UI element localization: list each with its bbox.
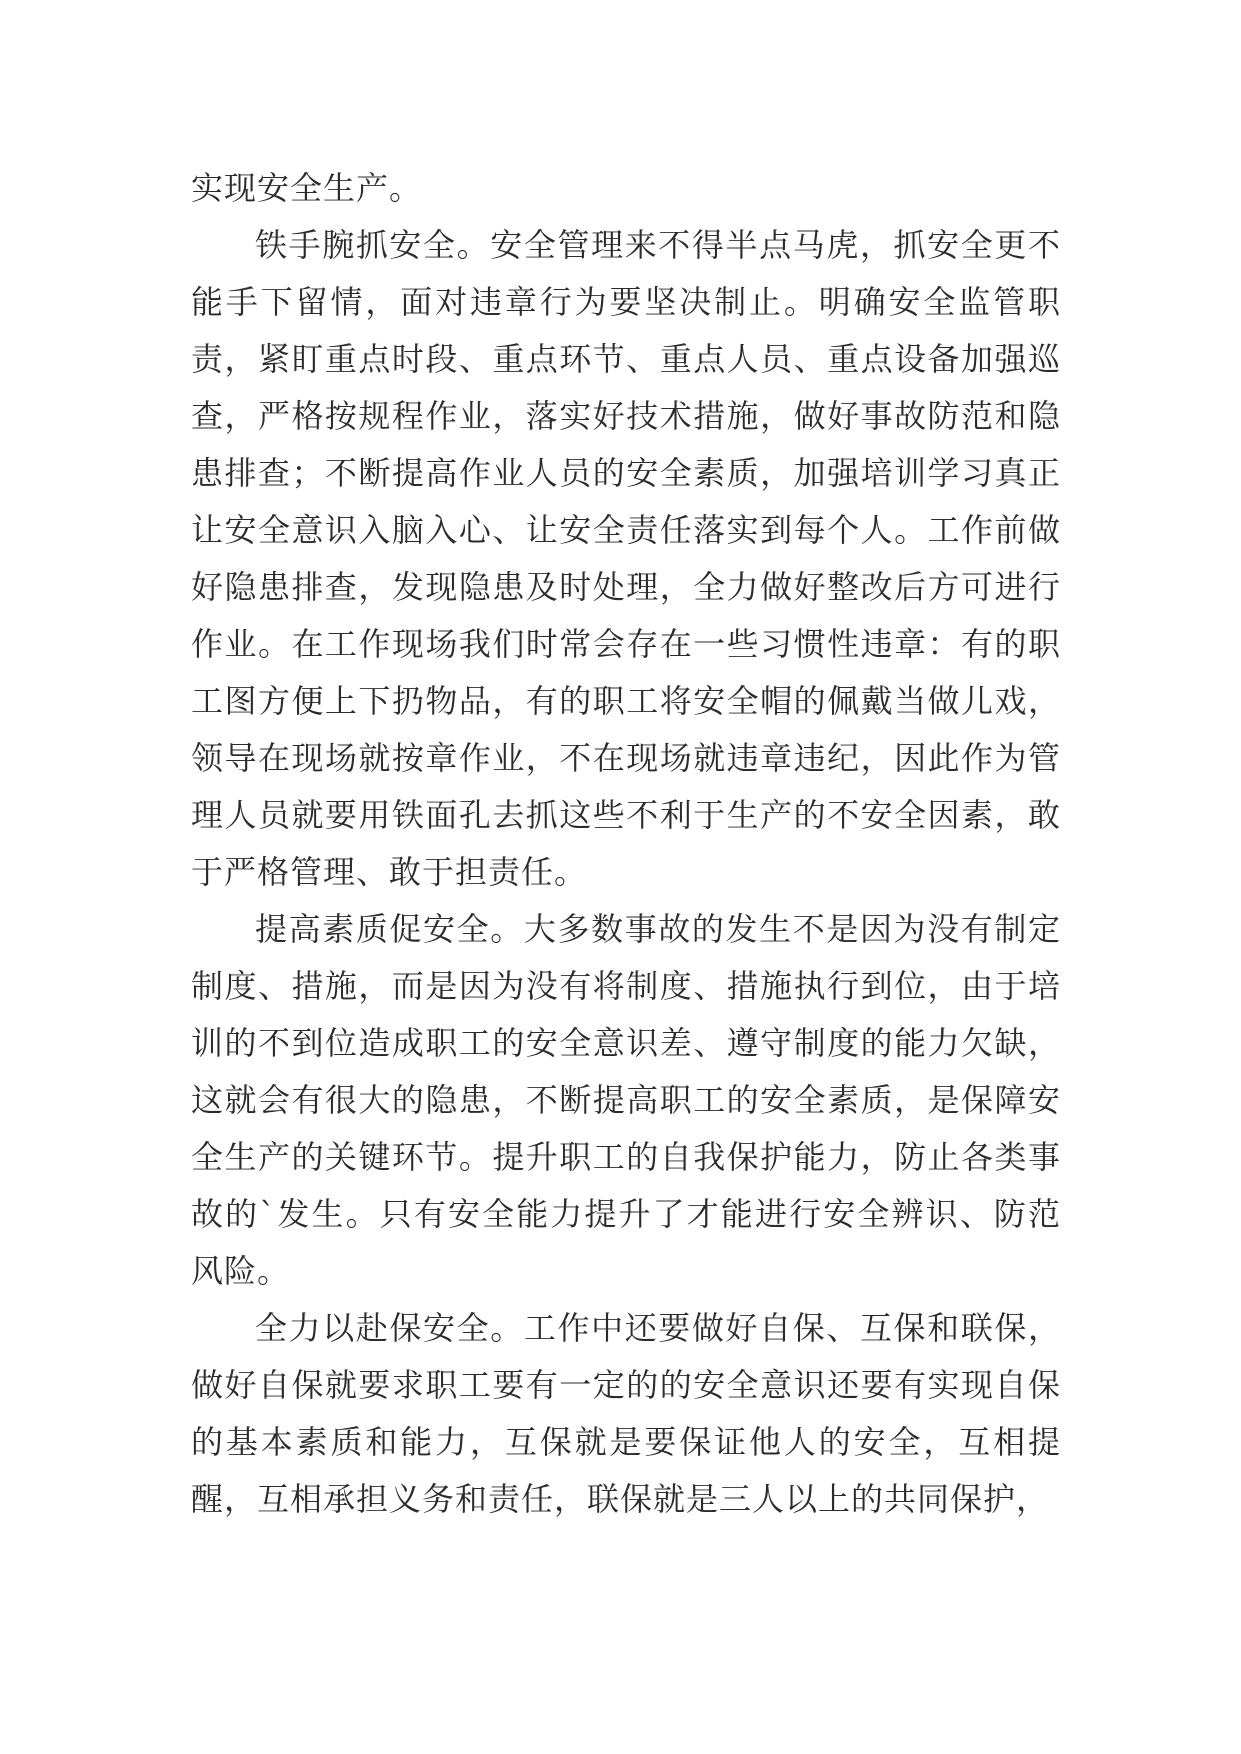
- paragraph-all-out-safety: 全力以赴保安全。工作中还要做好自保、互保和联保，做好自保就要求职工要有一定的的安全意识还要有实现自保的基本素质和能力，互保就是要保证他人的安全，互相提醒，互相承担义务和责任，联保就是三人以上的共同保护，: [191, 1309, 1061, 1518]
- paragraph-improve-quality-safety: 提高素质促安全。大多数事故的发生不是因为没有制定制度、措施，而是因为没有将制度、措施执行到位，由于培训的不到位造成职工的安全意识差、遵守制度的能力欠缺，这就会有很大的隐患，不断提高职工的安全素质，是保障安全生产的关键环节。提升职工的自我保护能力，防止各类事故的`发生。只有安全能力提升了才能进行安全辨识、防范风险。: [191, 910, 1061, 1290]
- paragraph-continuation: 实现安全生产。: [191, 169, 423, 207]
- document-body: [191, 160, 1061, 1528]
- paragraph-iron-wrist-safety: 铁手腕抓安全。安全管理来不得半点马虎，抓安全更不能手下留情，面对违章行为要坚决制止。明确安全监管职责，紧盯重点时段、重点环节、重点人员、重点设备加强巡查，严格按规程作业，落实好技术措施，做好事故防范和隐患排查；不断提高作业人员的安全素质，加强培训学习真正让安全意识入脑入心、让安全责任落实到每个人。工作前做好隐患排查，发现隐患及时处理，全力做好整改后方可进行作业。在工作现场我们时常会存在一些习惯性违章：有的职工图方便上下扔物品，有的职工将安全帽的佩戴当做儿戏，领导在现场就按章作业，不在现场就违章违纪，因此作为管理人员就要用铁面孔去抓这些不利于生产的不安全因素，敢于严格管理、敢于担责任。: [191, 226, 1061, 891]
